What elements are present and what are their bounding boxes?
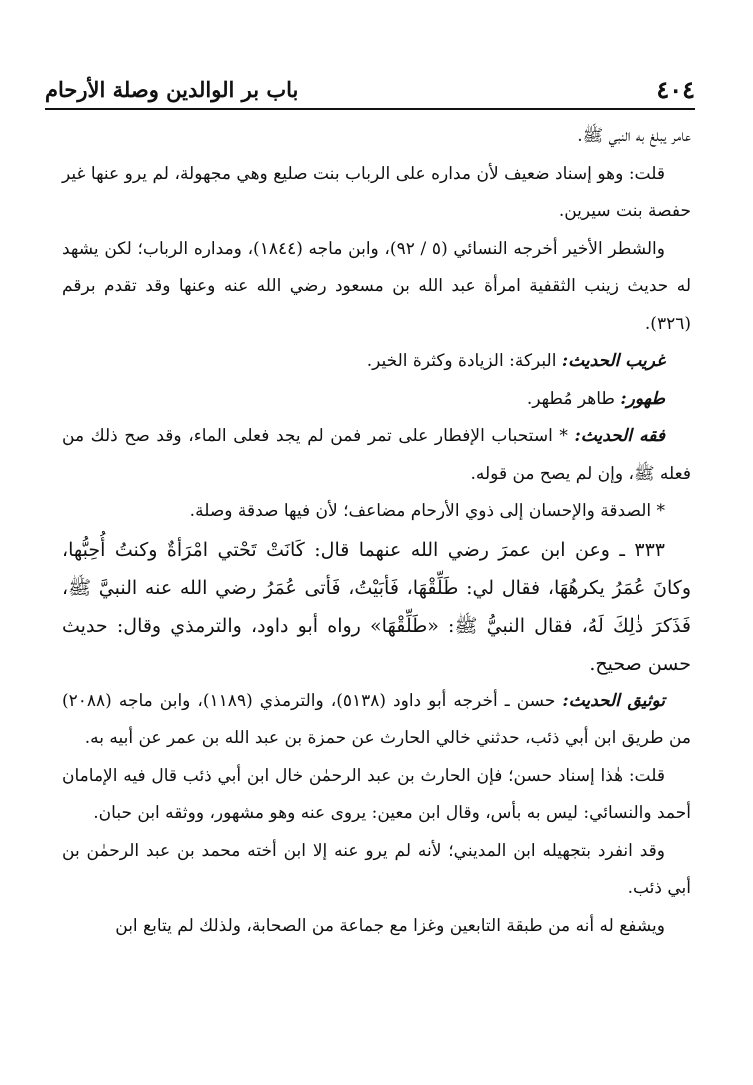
paragraph-qult-2: قلت: هٰذا إسناد حسن؛ فإن الحارث بن عبد الرحمٰن خال ابن أبي ذئب قال فيه الإمامان أحمد والنسائي: ليس به بأس، وقال ابن معين: يروى عنه وهو مشهور، ووثقه ابن حبان. — [62, 765, 691, 823]
fiqh-section — [62, 418, 691, 493]
tawthiq-label: توثيق الحديث: — [562, 690, 665, 711]
tahur-text: طاهر مُطهر. — [526, 388, 615, 409]
fiqh-point-2: * الصدقة والإحسان إلى ذوي الأرحام مضاعف؛ لأن فيها صدقة وصلة. — [189, 501, 665, 521]
page-header — [45, 70, 695, 110]
tawthiq-text: حسن ـ أخرجه أبو داود (٥١٣٨)، والترمذي (١١٨٩)، وابن ماجه (٢٠٨٨) من طريق ابن أبي ذئب، حدثني خالي الحارث عن حمزة بن عبد الله بن عمر عن أبيه به. — [62, 690, 691, 748]
chapter-title: باب بر الوالدين وصلة الأرحام — [45, 76, 299, 102]
fiqh-label: فقه الحديث: — [574, 426, 665, 446]
tahur-section — [62, 381, 691, 419]
tawthiq-section — [62, 683, 691, 758]
paragraph-yashfa: ويشفع له أنه من طبقة التابعين وغزا مع جماعة من الصحابة، ولذلك لم يتابع ابن — [115, 915, 665, 936]
hadith-333: ٣٣٣ ـ وعن ابن عمرَ رضي الله عنهما قال: كَانَتْ تَحْتي امْرَأةٌ وكنتُ أُحِبُّها، وكانَ عُمَرُ يكرهُهَا، فقال لي: طَلِّقْهَا، فَأبَيْتُ، فَأتى عُمَرُ رضي الله عنه النبيَّ ﷺ، فَذَكرَ ذٰلِكَ لَهُ، فقال النبيُّ ﷺ: «طَلِّقْهَا» رواه أبو داود، والترمذي وقال: حديث حسن صحيح. — [62, 538, 691, 675]
gharib-label: غريب الحديث: — [561, 351, 665, 371]
fiqh-text: * استحباب الإفطار على تمر فمن لم يجد فعلى الماء، وقد صح ذلك من فعله ﷺ، وإن لم يصح من قوله. — [62, 426, 691, 484]
paragraph-qult-1: قلت: وهو إسناد ضعيف لأن مداره على الرباب بنت صليع وهي مجهولة، لم يرو عنها غير حفصة بنت سيرين. — [62, 163, 691, 221]
page-number: ٤٠٤ — [656, 74, 695, 104]
paragraph-shatr: والشطر الأخير أخرجه النسائي (٥ / ٩٢)، وابن ماجه (١٨٤٤)، ومداره الرباب؛ لكن يشهد له حديث زينب الثقفية امرأة عبد الله بن مسعود رضي الله عنه وعنها وقد تقدم برقم (٣٢٦). — [62, 238, 691, 334]
tahur-label: طهور: — [620, 388, 665, 409]
page-body — [62, 118, 691, 945]
gharib-section — [62, 343, 691, 381]
gharib-text: البركة: الزيادة وكثرة الخير. — [366, 351, 557, 371]
paragraph-continuation: عامر يبلغ به النبي ﷺ. — [577, 126, 691, 146]
paragraph-infarad: وقد انفرد بتجهيله ابن المديني؛ لأنه لم يرو عنه إلا ابن أخته محمد بن عبد الرحمٰن بن أبي ذئب. — [62, 840, 691, 898]
